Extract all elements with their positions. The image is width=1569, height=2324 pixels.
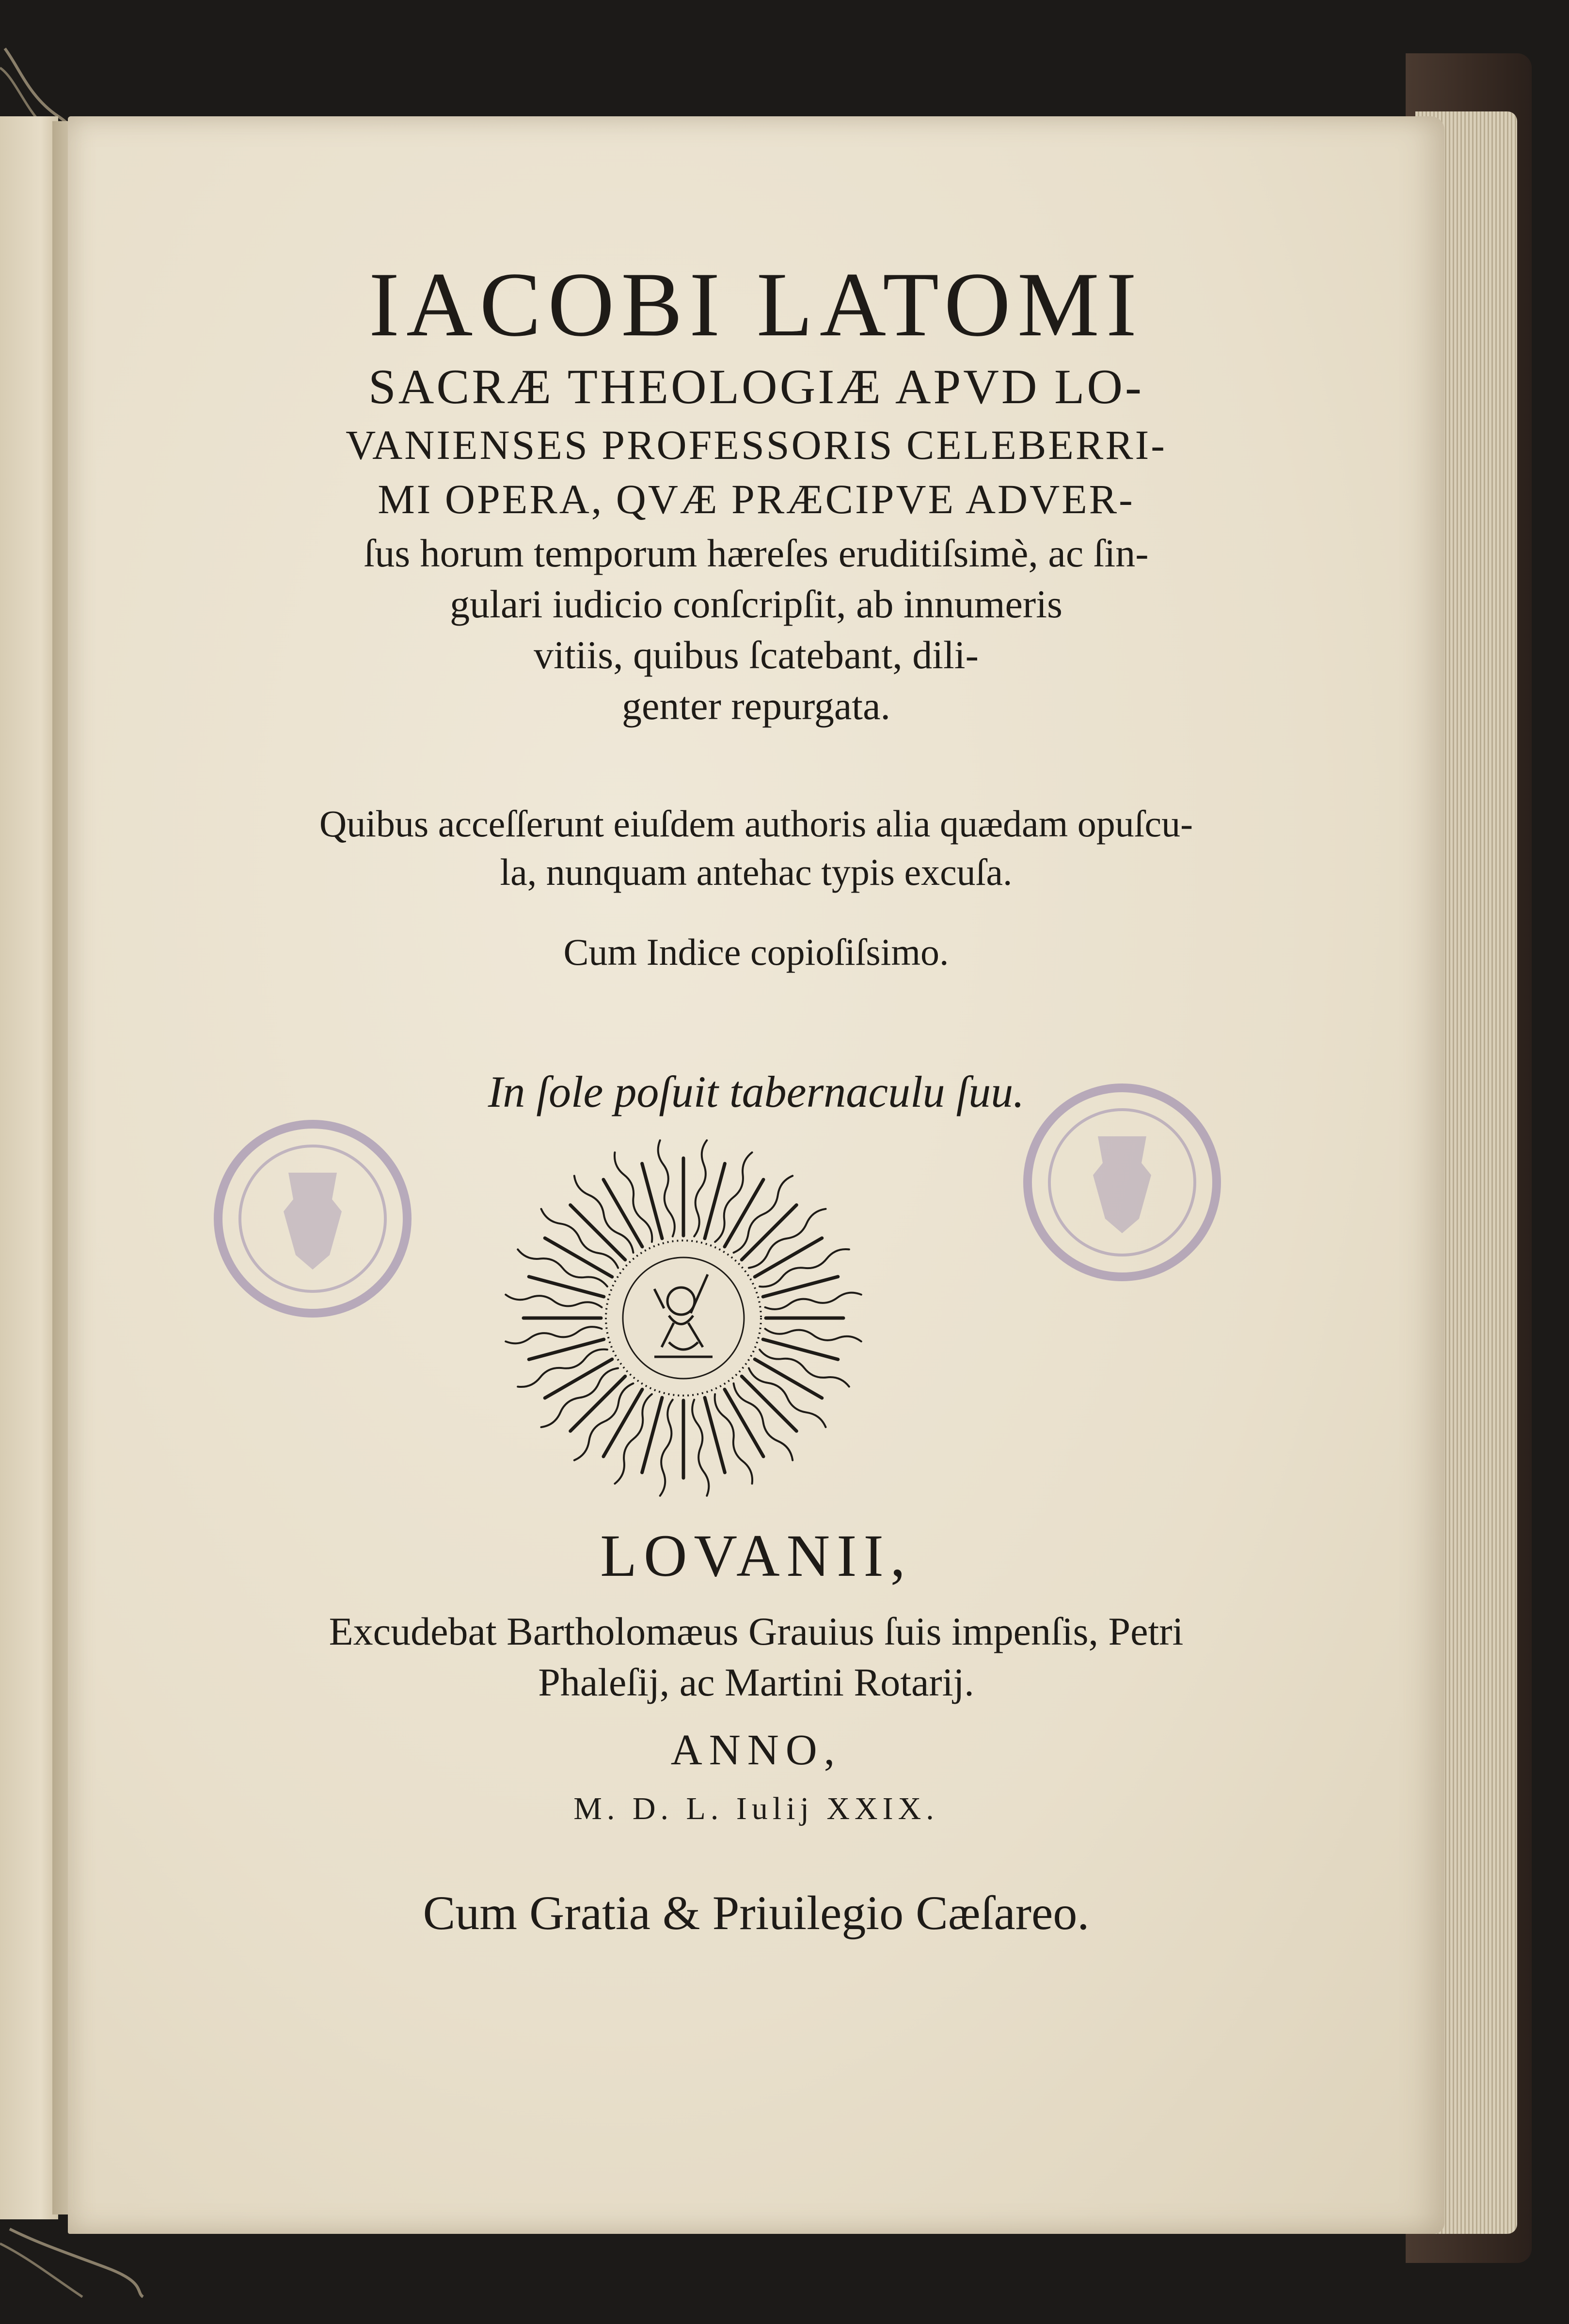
sun-ray: [642, 1398, 662, 1473]
imprint-date: M. D. L. Iulij XXIX.: [573, 1791, 939, 1826]
sun-ray: [642, 1163, 662, 1239]
sun-ray: [755, 1359, 822, 1398]
subtitle-line-1: SACRÆ THEOLOGIÆ APVD LO-: [368, 360, 1144, 414]
left-page-edge: [0, 116, 58, 2219]
privilege-line: Cum Gratia & Priuilegio Cæſareo.: [423, 1886, 1090, 1940]
body-line-7: genter repurgata.: [622, 684, 890, 728]
index-line: Cum Indice copioſiſsimo.: [563, 931, 949, 973]
sun-ray: [660, 1400, 673, 1496]
sun-ray: [763, 1339, 838, 1359]
sun-ray: [506, 1327, 602, 1343]
imprint-place: LOVANII,: [600, 1523, 912, 1589]
body-line-4: ſus horum temporum hæreſes eruditiſsimè, ac ſin-: [364, 531, 1149, 575]
sun-ray: [529, 1339, 604, 1359]
sun-ray: [763, 1277, 838, 1297]
title-page: [68, 116, 1444, 2234]
library-stamp-left-icon: [208, 1115, 417, 1323]
sun-emblem-icon: [494, 1129, 872, 1507]
sun-ray: [765, 1329, 861, 1341]
sun-ray: [658, 1140, 675, 1236]
sun-ray: [506, 1295, 602, 1307]
sun-ray: [694, 1140, 707, 1236]
subtitle-line-3: MI OPERA, QVÆ PRÆCIPVE ADVER-: [378, 476, 1135, 522]
addendum-line-1: Quibus acceſſerunt eiuſdem authoris alia quædam opuſcu-: [319, 802, 1193, 845]
addendum-line-2: la, nunquam antehac typis excuſa.: [500, 851, 1013, 893]
printer-line-1: Excudebat Bartholomæus Grauius ſuis impenſis, Petri: [329, 1609, 1184, 1653]
sun-ray: [545, 1238, 612, 1277]
sun-ray: [692, 1400, 709, 1496]
body-line-6: vitiis, quibus ſcatebant, dili-: [534, 633, 979, 677]
sun-ray: [603, 1389, 642, 1457]
sun-ray: [705, 1163, 725, 1239]
subtitle-line-2: VANIENSES PROFESSORIS CELEBERRI-: [346, 422, 1167, 468]
sun-ray: [529, 1277, 604, 1297]
sun-ray: [725, 1179, 763, 1247]
printer-line-2: Phaleſij, ac Martini Rotarij.: [538, 1660, 974, 1704]
page-title: IACOBI LATOMI: [368, 254, 1144, 356]
sun-ray: [705, 1398, 725, 1473]
sun-ray: [765, 1293, 861, 1309]
library-stamp-right-icon: [1018, 1078, 1226, 1287]
motto-banner: In ſole poſuit tabernaculu ſuu.: [488, 1067, 1025, 1116]
binding-string-bottom-icon: [0, 2224, 145, 2302]
body-line-5: gulari iudicio conſcripſit, ab innumeris: [450, 582, 1062, 626]
imprint-anno: ANNO,: [670, 1726, 842, 1774]
